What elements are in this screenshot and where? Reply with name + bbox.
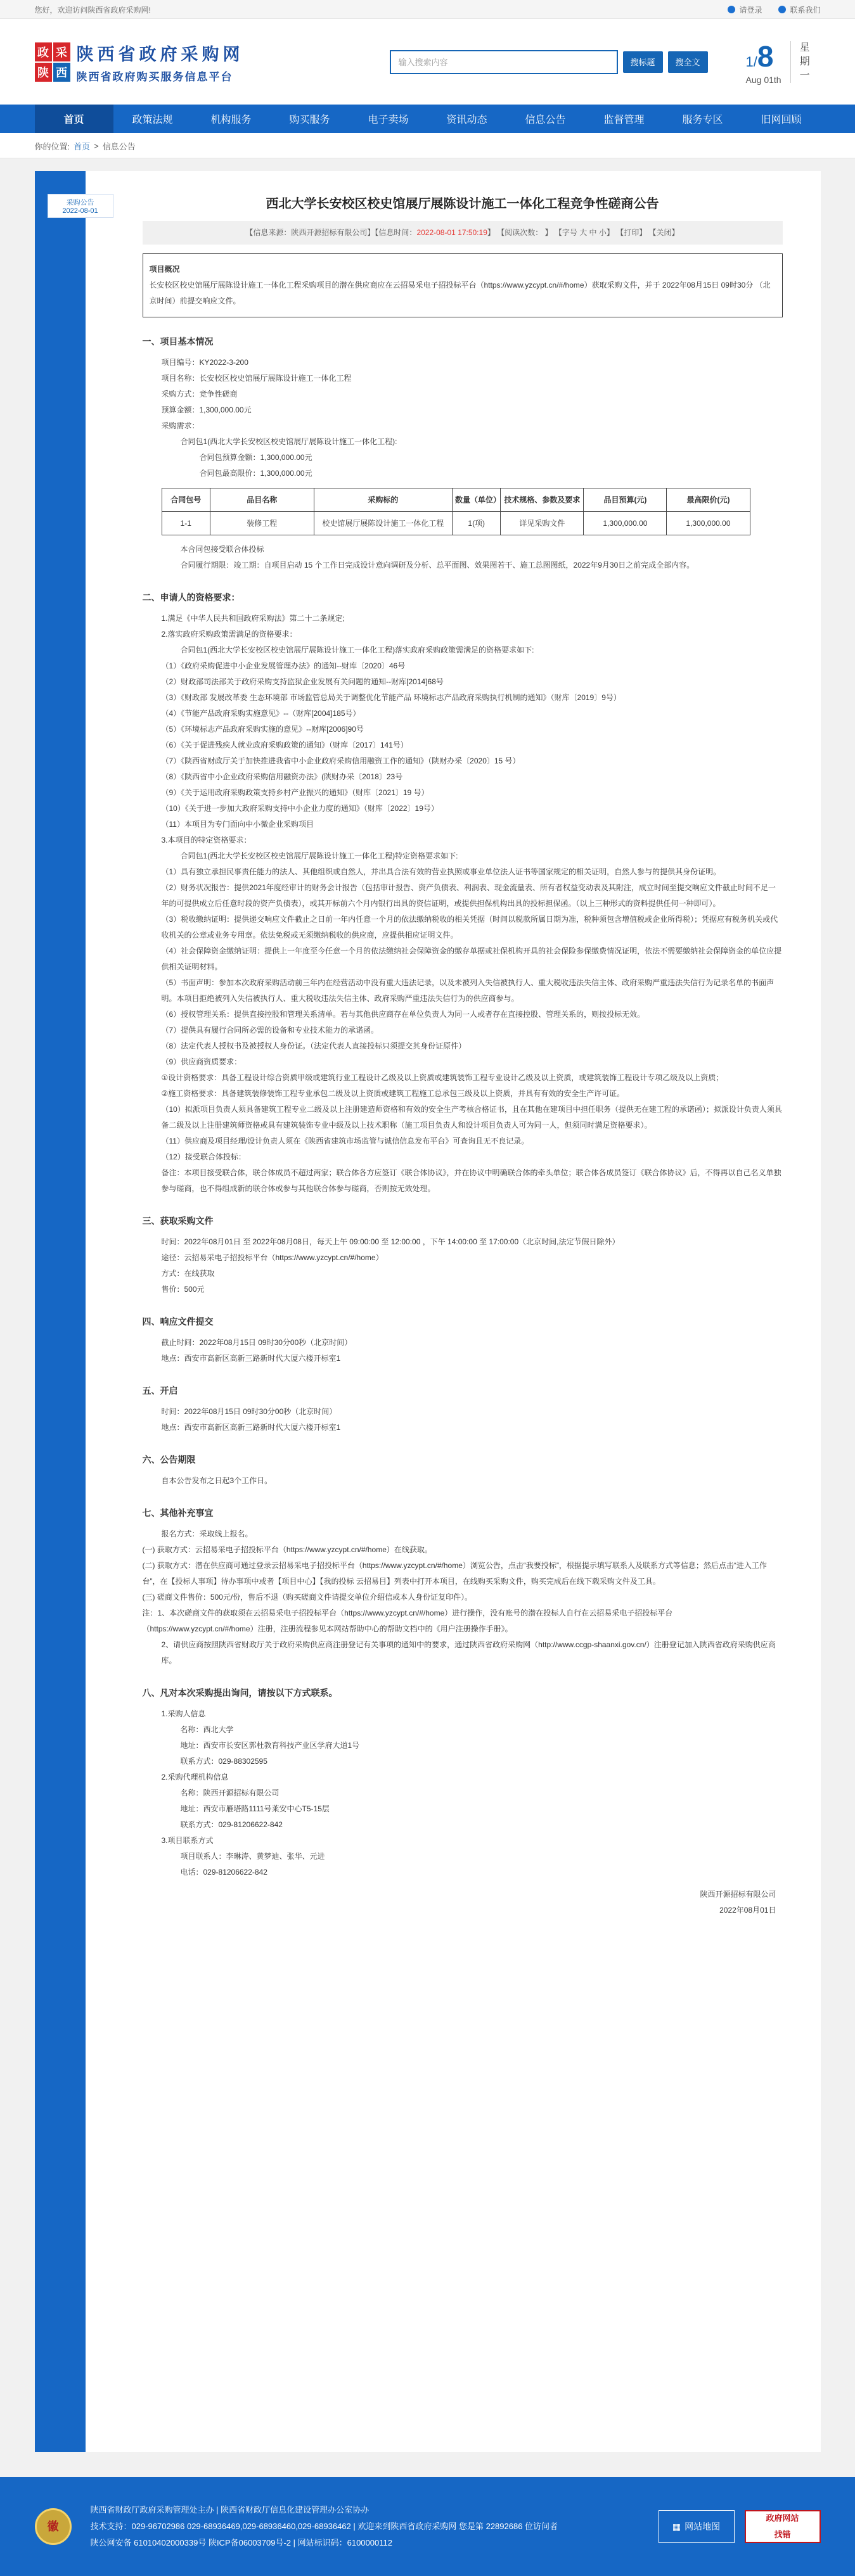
search-fulltext-button[interactable]: 搜全文 xyxy=(668,51,708,73)
publish-time: 2022-08-01 17:50:19 xyxy=(416,228,487,237)
login-link[interactable]: 请登录 xyxy=(728,4,762,15)
footer-support: 技术支持：029-96702986 029-68936469,029-68936460,029-68936462 | 欢迎来到陕西省政府采购网 您是第 22892686 位访问者 xyxy=(90,2522,558,2531)
welcome-text: 您好，欢迎访问陕西省政府采购网! xyxy=(34,5,151,15)
article-container xyxy=(35,171,821,2452)
breadcrumb-current: 信息公告 xyxy=(102,141,136,151)
table-row: 1-1 装修工程 校史馆展厅展陈设计施工一体化工程 1(项) 详见采购文件 1,300,000.00 1,300,000.00 xyxy=(162,512,750,535)
date-widget xyxy=(745,39,810,85)
procurement-table: 合同包号 品目名称 采购标的 数量（单位） 技术规格、参数及要求 品目预算(元) 最高限价(元) 1-1 装修工程 校史馆展厅展陈设计施工一体化工程 1(项) 详见采购文件 1,300,000.00 1,300,000.00 xyxy=(162,488,750,535)
section-obtain-docs: 三、获取采购文件 xyxy=(142,1216,214,1226)
breadcrumb: 你的位置: 首页 > 信息公告 xyxy=(0,133,855,158)
article-content: 西北大学长安校区校史馆展厅展陈设计施工一体化工程竞争性磋商公告 【信息来源：陕西开源招标有限公司】【信息时间：2022-08-01 17:50:19】 【阅读次数： 】 【字号 大 中 小】 【打印】 【关闭】 项目概况 长安校区校史馆展厅展陈设计施工一体化工程采购项目的潜在供应商应在云招易采电子招投标平台（https://www.yzcypt.cn/#/home）获取采购文件，并于 2022年08月15日 09时30分 （北京时间）前提交响应文件。 一、项目基本情况 项目编号：KY2022-3-200 项目名称：长安校区校史馆展厅展陈设计施工一体化工程 采购方式：竞争性磋商 预算金额：1,300,000.00元 采购需求： 合同包1(西北大学长安校区校史馆展厅展陈设计施工一体化工程): 合同包预算金额：1,300,000.00元 合同包最高限价：1,300,000.00元 合同包号 品目名称 采购标的 数量（单位） 技术规格、参数及要求 品目预算(元) 最高限价(元) 1-1 装修工程 校史馆展厅展陈设计施工一体化工程 1(项) 详见采购文件 1,300,000.00 1,300,000.00 本合同包接受联合体投标 合同履行期限：竣工期：自项目启动 15 个工作日完成设计意向调研及分析、总平面图、效果图若干、施工总图图纸，2022年9月30日之前完成全部内容。 二、申请人的资格要求： 1.满足《中华人民共和国政府采购法》第二十二条规定; 2.落实政府采购政策需满足的资格要求： 合同包1(西北大学长安校区校史馆展厅展陈设计施工一体化工程)落实政府采购政策需满足的资格要求如下: （1）《政府采购促进中小企业发展管理办法》的通知--财库〔2020〕46号 （2）财政部司法部关于政府采购支持监狱企业发展有关问题的通知--财库[2014]68号 （3）《财政部 发展改革委 生态环境部 市场监管总局关于调整优化节能产品 环境标志产品政府采购执行机制的通知》（财库〔2019〕9号） （4）《节能产品政府采购实施意见》--（财库[2004]185号） （5）《环境标志产品政府采购实施的意见》--财库[2006]90号 （6）《关于促进残疾人就业政府采购政策的通知》（财库〔2017〕141号） （7）《陕西省财政厅关于加快推进我省中小企业政府采购信用融资工作的通知》（陕财办采〔2020〕15 号） （8）《陕西省中小企业政府采购信用融资办法》(陕财办采〔2018〕23号 （9）《关于运用政府采购政策支持乡村产业振兴的通知》（财库〔2021〕19 号） （10）《关于进一步加大政府采购支持中小企业力度的通知》（财库〔2022〕19号） （11）本项目为专门面向中小微企业采购项目 3.本项目的特定资格要求： 合同包1(西北大学长安校区校史馆展厅展陈设计施工一体化工程)特定资格要求如下: （1）具有独立承担民事责任能力的法人、其他组织或自然人，并出具合法有效的营业执照或事业单位法人证书等国家规定的相关证明，自然人参与的提供其身份证明。 （2）财务状况报告：提供2021年度经审计的财务会计报告（包括审计报告、资产负债表、利润表、现金流量表、所有者权益变动表及其附注，成立时间至提交响应文件截止时间不足一年的可提供成立后任意时段的资产负债表），或其开标前六个月内银行出具的资信证明，或提供担保机构出具的投标担保函。（以上三种形式的资料提供任何一种即可）。 （3）税收缴纳证明：提供递交响应文件截止之日前一年内任意一个月的依法缴纳税收的相关凭据（时间以税款所属日期为准，税种须包含增值税或企业所得税）；凭据应有税务机关或代收机关的公章或业务专用章。依法免税或无须缴纳税收的供应商，应提供相应证明文件。 （4）社会保障资金缴纳证明：提供上一年度至今任意一个月的依法缴纳社会保障资金的缴存单据或社保机构开具的社会保险参保缴费情况证明，依法不需要缴纳社会保障资金的单位应提供相关证明材料。 （5）书面声明：参加本次政府采购活动前三年内在经营活动中没有重大违法记录，以及未被列入失信被执行人、重大税收违法失信主体、政府采购严重违法失信行为记录名单的书面声明。本项目拒绝被列入失信被执行人、重大税收违法失信主体、政府采购严重违法失信行为的供应商参与。 （6）授权管理关系：提供直接控股和管理关系清单。若与其他供应商存在单位负责人为同一人或者存在直接控股、管理关系的，则按投标无效。 （7）提供具有履行合同所必需的设备和专业技术能力的承诺函。 （8）法定代表人授权书及被授权人身份证。（法定代表人直接投标只须提交其身份证原件） （9）供应商资质要求： ①设计资格要求：具备工程设计综合资质甲级或建筑行业工程设计乙级及以上资质或建筑装饰工程专业设计乙级及以上资质，或建筑装饰工程设计专项乙级及以上资质； ②施工资格要求：具备建筑装修装饰工程专业承包二级及以上资质或建筑工程施工总承包三级及以上资质，并具有有效的安全生产许可证。 （10）拟派项目负责人须具备建筑工程专业二级及以上注册建造师资格和有效的安全生产考核合格证书，且在其他在建项目中担任职务（提供无在建工程的承诺函）；拟派设计负责人须具备二级及以上注册建筑师资格或具有建筑装饰专业中级及以上技术职称（施工项目负责人和设计项目负责人可为同一人，但须同时满足资格要求）。 （11）供应商及项目经理/设计负责人须在《陕西省建筑市场监管与诚信信息发布平台》可查询且无不良记录。 （12）接受联合体投标： 备注：本项目接受联合体，联合体成员不超过两家；联合体各方应签订《联合体协议》，并在协议中明确联合体的牵头单位；联合体各成员签订《联合体协议》后，不得再以自己名义单独参与磋商，也不得组成新的联合体或参与其他联合体参与磋商，否则按无效处理。 三、获取采购文件 时间：2022年08月01日 至 2022年08月08日，每天上午 09:00:00 至 12:00:00 ，下午 14:00:00 至 17:00:00（北京时间,法定节假日除外） 途径：云招易采电子招投标平台（https://www.yzcypt.cn/#/home） 方式：在线获取 售价：500元 四、响应文件提交 截止时间：2022年08月15日 09时30分00秒（北京时间） 地点：西安市高新区高新三路新时代大厦六楼开标室1 五、开启 时间：2022年08月15日 09时30分00秒（北京时间） 地点：西安市高新区高新三路新时代大厦六楼开标室1 六、公告期限 自本公告发布之日起3个工作日。 七、其他补充事宜 报名方式：采取线上报名。 (一) 获取方式：云招易采电子招投标平台（https://www.yzcypt.cn/#/home）在线获取。 (二) 获取方式：潜在供应商可通过登录云招易采电子招投标平台（https://www.yzcypt.cn/#/home）浏览公告，点击“我要投标”，根据提示填写联系人及联系方式等信息；然后点击“进入工作台”，在【投标人事项】待办事项中或者【项目中心】【我的投标 云招易目】列表中打开本项目，在线购买采购文件，购买完成后在线下载采购文件及工具。 (三) 磋商文件售价：500元/份，售后不退（购买磋商文件请提交单位介绍信或本人身份证复印件）。 注：1、本次磋商文件的获取须在云招易采电子招投标平台（https://www.yzcypt.cn/#/home）进行操作，没有账号的潜在投标人自行在云招易采电子招投标平台（https://www.yzcypt.cn/#/home）注册，注册流程参见本网站帮助中心的帮助文档中的《用户注册操作手册》。 2、请供应商按照陕西省财政厅关于政府采购供应商注册登记有关事项的通知中的要求，通过陕西省政府采购网（http://www.ccgp-shaanxi.gov.cn/）注册登记加入陕西省政府采购供应商库。 八、凡对本次采购提出询问，请按以下方式联系。 1.采购人信息 名称：西北大学 地址：西安市长安区郭杜教育科技产业区学府大道1号 联系方式：029-88302595 2.采购代理机构信息 名称：陕西开源招标有限公司 地址：西安市雁塔路1111号莱安中心T5-15层 联系方式：029-81206622-842 3.项目联系方式 项目联系人：李琳涛、黄梦迪、张华、元进 电话：029-81206622-842 陕西开源招标有限公司 2022年08月01日 xyxy=(86,171,821,2452)
site-footer xyxy=(0,2477,855,2576)
article-title: 西北大学长安校区校史馆展厅展陈设计施工一体化工程竞争性磋商公告 xyxy=(266,197,659,211)
contact-link[interactable]: 联系我们 xyxy=(778,4,820,15)
nav-service-purchase[interactable]: 购买服务 xyxy=(289,115,330,125)
search-title-button[interactable]: 搜标题 xyxy=(623,51,663,73)
site-logo[interactable] xyxy=(35,41,314,84)
section-notice-period: 六、公告期限 xyxy=(142,1455,196,1465)
site-name: 陕西省政府采购网 xyxy=(76,44,244,64)
national-emblem-icon: 徽 xyxy=(35,2508,72,2545)
nav-policy[interactable]: 政策法规 xyxy=(132,115,173,125)
sitemap-icon: ▦ xyxy=(672,2522,681,2532)
category-tag: 采购公告 2022-08-01 xyxy=(48,194,113,218)
site-subtitle: 陕西省政府购买服务信息平台 xyxy=(76,70,233,83)
logo-seal: 政 采 陕 西 xyxy=(35,42,70,82)
user-icon xyxy=(728,6,735,13)
project-summary: 项目概况 长安校区校史馆展厅展陈设计施工一体化工程采购项目的潜在供应商应在云招易采电子招投标平台（https://www.yzcypt.cn/#/home）获取采购文件，并于 2022年08月15日 09时30分 （北京时间）前提交响应文件。 xyxy=(143,253,783,317)
nav-service-zone[interactable]: 服务专区 xyxy=(682,115,723,125)
gov-site-error-badge[interactable]: 政府网站 找错 xyxy=(745,2510,821,2543)
sitemap-link[interactable]: ▦ 网站地图 xyxy=(659,2510,735,2543)
phone-icon xyxy=(778,6,786,13)
date-day: 8 xyxy=(757,39,774,73)
breadcrumb-home[interactable]: 首页 xyxy=(74,141,91,151)
section-opening: 五、开启 xyxy=(142,1386,178,1396)
nav-old-site[interactable]: 旧网回顾 xyxy=(761,115,802,125)
top-bar xyxy=(0,0,855,19)
nav-agency[interactable]: 机构服务 xyxy=(210,115,252,125)
nav-news[interactable]: 资讯动态 xyxy=(446,115,487,125)
nav-home[interactable]: 首页 xyxy=(35,105,113,133)
search-input[interactable]: 输入搜索内容 xyxy=(390,50,618,74)
signature-date: 2022年08月01日 xyxy=(719,1906,776,1915)
signature-org: 陕西开源招标有限公司 xyxy=(700,1890,776,1899)
date-english: Aug 01th xyxy=(745,74,781,85)
main-nav xyxy=(0,105,855,133)
section-other: 七、其他补充事宜 xyxy=(142,1508,214,1518)
article-sidebar xyxy=(35,171,98,2452)
nav-supervision[interactable]: 监督管理 xyxy=(603,115,645,125)
section-basic-info: 一、项目基本情况 xyxy=(142,336,214,347)
footer-host: 陕西省财政厅政府采购管理处主办 | 陕西省财政厅信息化建设管理办公室协办 xyxy=(90,2505,370,2515)
search-area xyxy=(390,50,708,74)
section-submission: 四、响应文件提交 xyxy=(142,1317,214,1327)
section-qualification: 二、申请人的资格要求： xyxy=(142,592,240,603)
nav-emall[interactable]: 电子卖场 xyxy=(368,115,409,125)
date-month: 1/ xyxy=(745,53,757,70)
section-contact: 八、凡对本次采购提出询问，请按以下方式联系。 xyxy=(142,1688,338,1698)
article-meta: 【信息来源：陕西开源招标有限公司】【信息时间：2022-08-01 17:50:19】 【阅读次数： 】 【字号 大 中 小】 【打印】 【关闭】 xyxy=(143,221,783,245)
site-header xyxy=(0,19,855,105)
footer-icp[interactable]: 陕公网安备 61010402000339号 陕ICP备06003709号-2 | 网站标识码：6100000112 xyxy=(90,2538,392,2547)
nav-notice[interactable]: 信息公告 xyxy=(525,115,566,125)
weekday: 星期一 xyxy=(790,41,803,83)
